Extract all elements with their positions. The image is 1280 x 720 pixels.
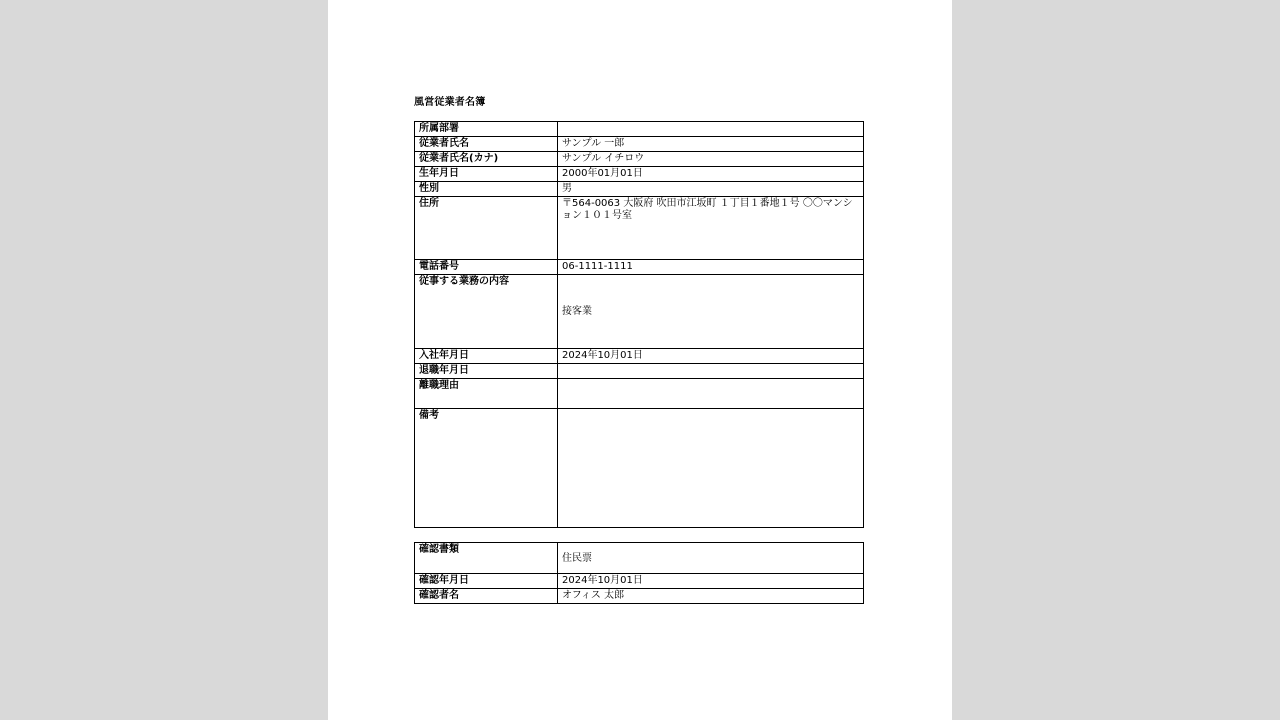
table-row: [415, 379, 864, 409]
row-label-department: 所属部署: [415, 122, 558, 137]
row-value-phone: 06-1111-1111: [558, 260, 864, 275]
row-label-phone: 電話番号: [415, 260, 558, 275]
table-row: [415, 589, 864, 604]
row-value-remarks: [558, 409, 864, 528]
table-row: [415, 167, 864, 182]
row-label-job-duties: 従事する業務の内容: [415, 275, 558, 349]
table-row: [415, 574, 864, 589]
table-row: [415, 275, 864, 349]
table-row: [415, 182, 864, 197]
row-value-department: [558, 122, 864, 137]
row-value-retire-date: [558, 364, 864, 379]
row-value-hire-date: 2024年10月01日: [558, 349, 864, 364]
row-label-confirm-date: 確認年月日: [415, 574, 558, 589]
row-label-employee-kana: 従業者氏名(カナ): [415, 152, 558, 167]
row-value-birthdate: 2000年01月01日: [558, 167, 864, 182]
row-label-address: 住所: [415, 197, 558, 260]
employee-info-table: [414, 121, 864, 528]
row-value-address: 〒564-0063 大阪府 吹田市江坂町 １丁目１番地１号 〇〇マンション１０１号室: [558, 197, 864, 260]
confirmation-table: [414, 542, 864, 604]
table-row: [415, 122, 864, 137]
row-value-employee-kana: サンプル イチロウ: [558, 152, 864, 167]
table-row: [415, 137, 864, 152]
row-value-leave-reason: [558, 379, 864, 409]
row-value-confirm-document: 住民票: [558, 543, 864, 574]
row-label-confirmer-name: 確認者名: [415, 589, 558, 604]
row-label-remarks: 備考: [415, 409, 558, 528]
table-row: [415, 364, 864, 379]
row-label-leave-reason: 離職理由: [415, 379, 558, 409]
table-row: [415, 543, 864, 574]
row-value-confirm-date: 2024年10月01日: [558, 574, 864, 589]
row-value-job-duties: 接客業: [558, 275, 864, 349]
table-row: [415, 197, 864, 260]
row-value-gender: 男: [558, 182, 864, 197]
row-value-confirmer-name: オフィス 太郎: [558, 589, 864, 604]
table-row: [415, 152, 864, 167]
row-label-hire-date: 入社年月日: [415, 349, 558, 364]
row-value-employee-name: サンプル 一郎: [558, 137, 864, 152]
table-row: [415, 409, 864, 528]
row-label-employee-name: 従業者氏名: [415, 137, 558, 152]
document-page: [328, 0, 952, 720]
table-row: [415, 349, 864, 364]
row-label-retire-date: 退職年月日: [415, 364, 558, 379]
row-label-birthdate: 生年月日: [415, 167, 558, 182]
row-label-gender: 性別: [415, 182, 558, 197]
row-label-confirm-document: 確認書類: [415, 543, 558, 574]
table-row: [415, 260, 864, 275]
document-title: 風営従業者名簿: [414, 97, 486, 108]
